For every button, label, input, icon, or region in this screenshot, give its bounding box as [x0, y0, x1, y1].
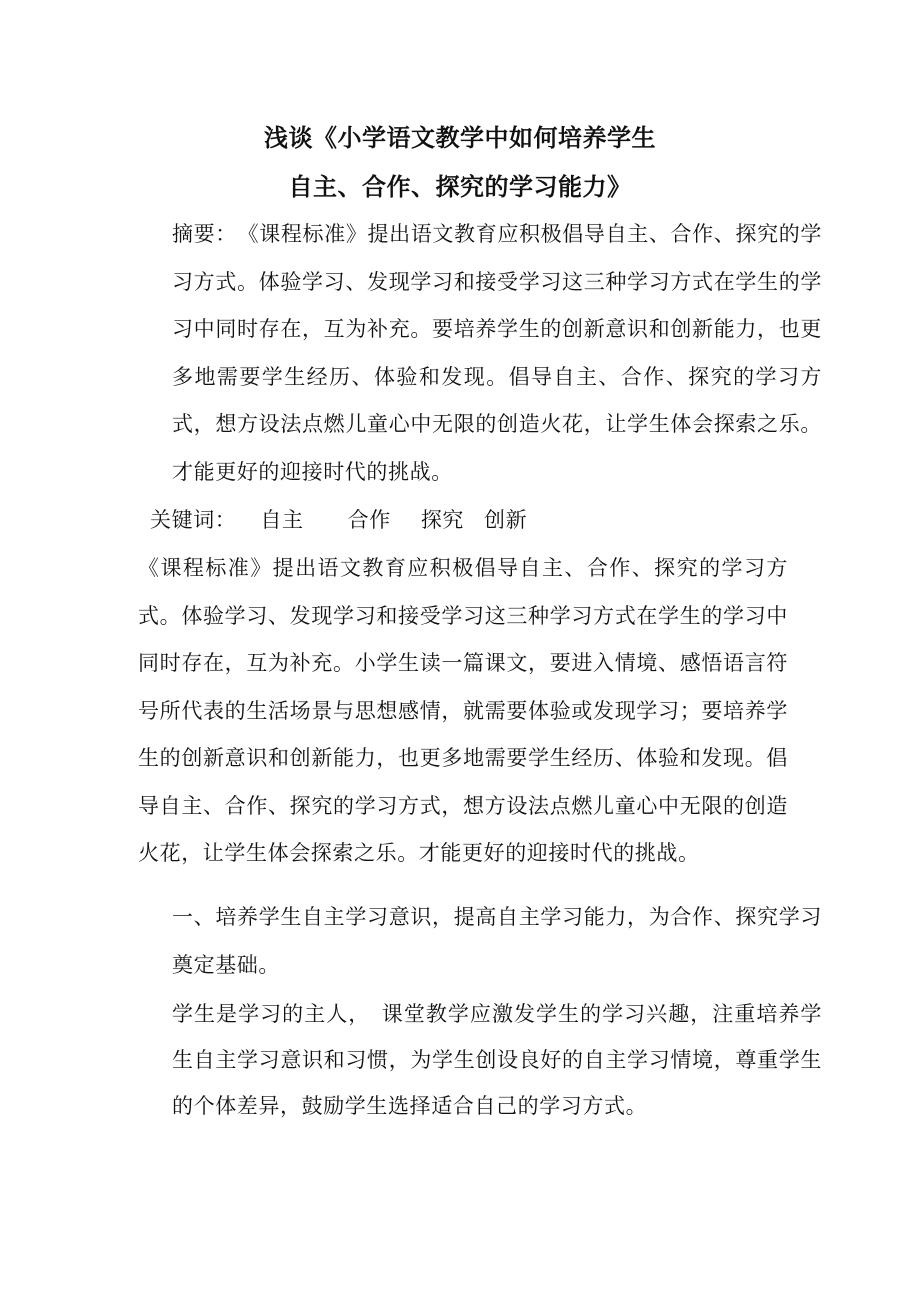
keyword-item: 合作: [347, 508, 391, 532]
body-paragraph-1: 《课程标准》提出语文教育应积极倡导自主、合作、探究的学习方式。体验学习、发现学习和接受学习这三种学习方式在学生的学习中同时存在，互为补充。小学生读一篇课文，要进入情境、感悟语言符号所代表的生活场景与思想感情，就需要体验或发现学习；要培养学生的创新意识和创新能力，也更多地需要学生经历、体验和发现。倡导自主、合作、探究的学习方式，想方设法点燃儿童心中无限的创造火花，让学生体会探索之乐。才能更好的迎接时代的挑战。: [138, 556, 788, 865]
keyword-item: 自主: [260, 508, 304, 532]
section-heading-1: 一、培养学生自主学习意识，提高自主学习能力，为合作、探究学习奠定基础。: [172, 905, 822, 977]
title-line-1: 浅谈《小学语文教学中如何培养学生: [264, 124, 656, 152]
keyword-item: 探究: [420, 508, 465, 532]
title-line-2: 自主、合作、探究的学习能力》: [288, 173, 632, 201]
keywords-line: [138, 497, 788, 545]
body-paragraph-2: 学生是学习的主人， 课堂教学应激发学生的学习兴趣，注重培养学生自主学习意识和习惯，为学生创设良好的自主学习情境，尊重学生的个体差异，鼓励学生选择适合自己的学习方式。: [172, 1002, 822, 1118]
keyword-item: 创新: [484, 508, 528, 532]
abstract-paragraph: 摘要： 《课程标准》提出语文教育应积极倡导自主、合作、探究的学习方式。体验学习、发现学习和接受学习这三种学习方式在学生的学习中同时存在，互为补充。要培养学生的创新意识和创新能力，也更多地需要学生经历、体验和发现。倡导自主、合作、探究的学习方式，想方设法点燃儿童心中无限的创造火花，让学生体会探索之乐。才能更好的迎接时代的挑战。: [172, 222, 822, 484]
keywords-label: 关键词：: [150, 508, 237, 532]
